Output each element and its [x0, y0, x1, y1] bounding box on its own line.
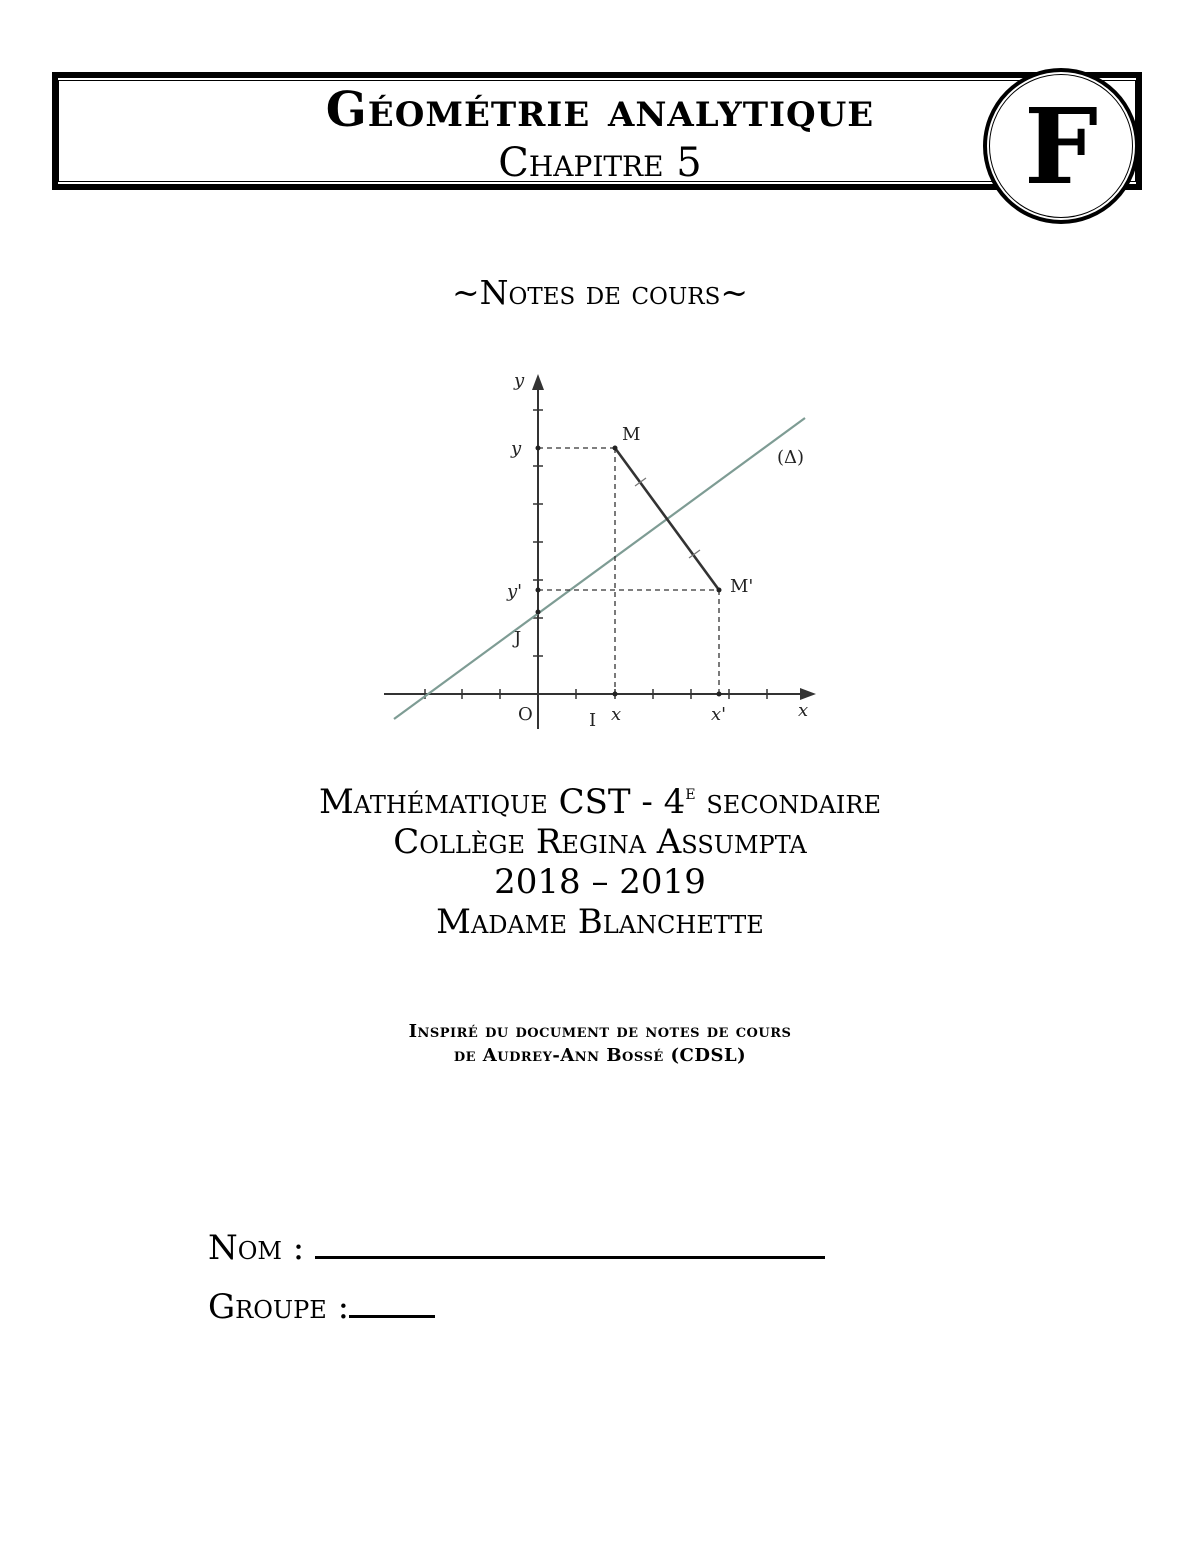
x-prime-tick-label: x' — [711, 704, 727, 725]
teacher-name: Madame Blanchette — [436, 902, 764, 942]
segment-m-m-prime — [615, 448, 719, 590]
axis-y-label: y — [514, 370, 525, 391]
group-field[interactable] — [208, 1285, 435, 1327]
credit-line-1: Inspiré du document de notes de cours — [408, 1021, 792, 1042]
group-label: Groupe : — [208, 1287, 350, 1327]
y-tick-label: y — [511, 438, 522, 459]
y-axis-arrow — [532, 374, 544, 390]
y-prime-tick-label: y' — [507, 581, 523, 602]
point-intercept — [536, 610, 541, 615]
j-label: J — [514, 628, 522, 649]
school-year: 2018 – 2019 — [494, 862, 706, 902]
course-line-pre: Mathématique CST - 4 — [318, 782, 686, 822]
name-label: Nom : — [208, 1228, 305, 1268]
course-line-superscript: e — [685, 780, 696, 804]
notes-subtitle: ~Notes de cours~ — [451, 273, 749, 312]
point-x — [613, 692, 618, 697]
o-label: O — [518, 704, 533, 725]
name-blank-line[interactable] — [315, 1226, 825, 1259]
chapter-label: Chapitre 5 — [498, 140, 702, 186]
point-y-prime — [536, 588, 541, 593]
axis-x-label: x — [798, 700, 809, 721]
delta-label: (Δ) — [777, 447, 805, 468]
point-y — [536, 446, 541, 451]
line-delta — [394, 418, 805, 719]
m-label: M — [622, 424, 641, 445]
geometry-figure — [380, 364, 830, 736]
document-title: Géométrie analytique — [325, 82, 875, 138]
x-tick-label: x — [611, 704, 622, 725]
course-line — [0, 782, 1200, 822]
i-label: I — [589, 710, 597, 731]
course-line-post: secondaire — [695, 782, 881, 822]
chapter-badge-letter: F — [1024, 85, 1098, 208]
credit-line-2: de Audrey-Ann Bossé (CDSL) — [453, 1045, 747, 1066]
group-blank-line[interactable] — [349, 1285, 435, 1318]
name-field[interactable] — [208, 1226, 825, 1268]
point-m-prime — [717, 588, 722, 593]
point-m — [613, 446, 618, 451]
x-axis-arrow — [800, 688, 816, 700]
m-prime-label: M' — [730, 576, 754, 597]
point-x-prime — [717, 692, 722, 697]
school-name: Collège Regina Assumpta — [393, 822, 807, 862]
